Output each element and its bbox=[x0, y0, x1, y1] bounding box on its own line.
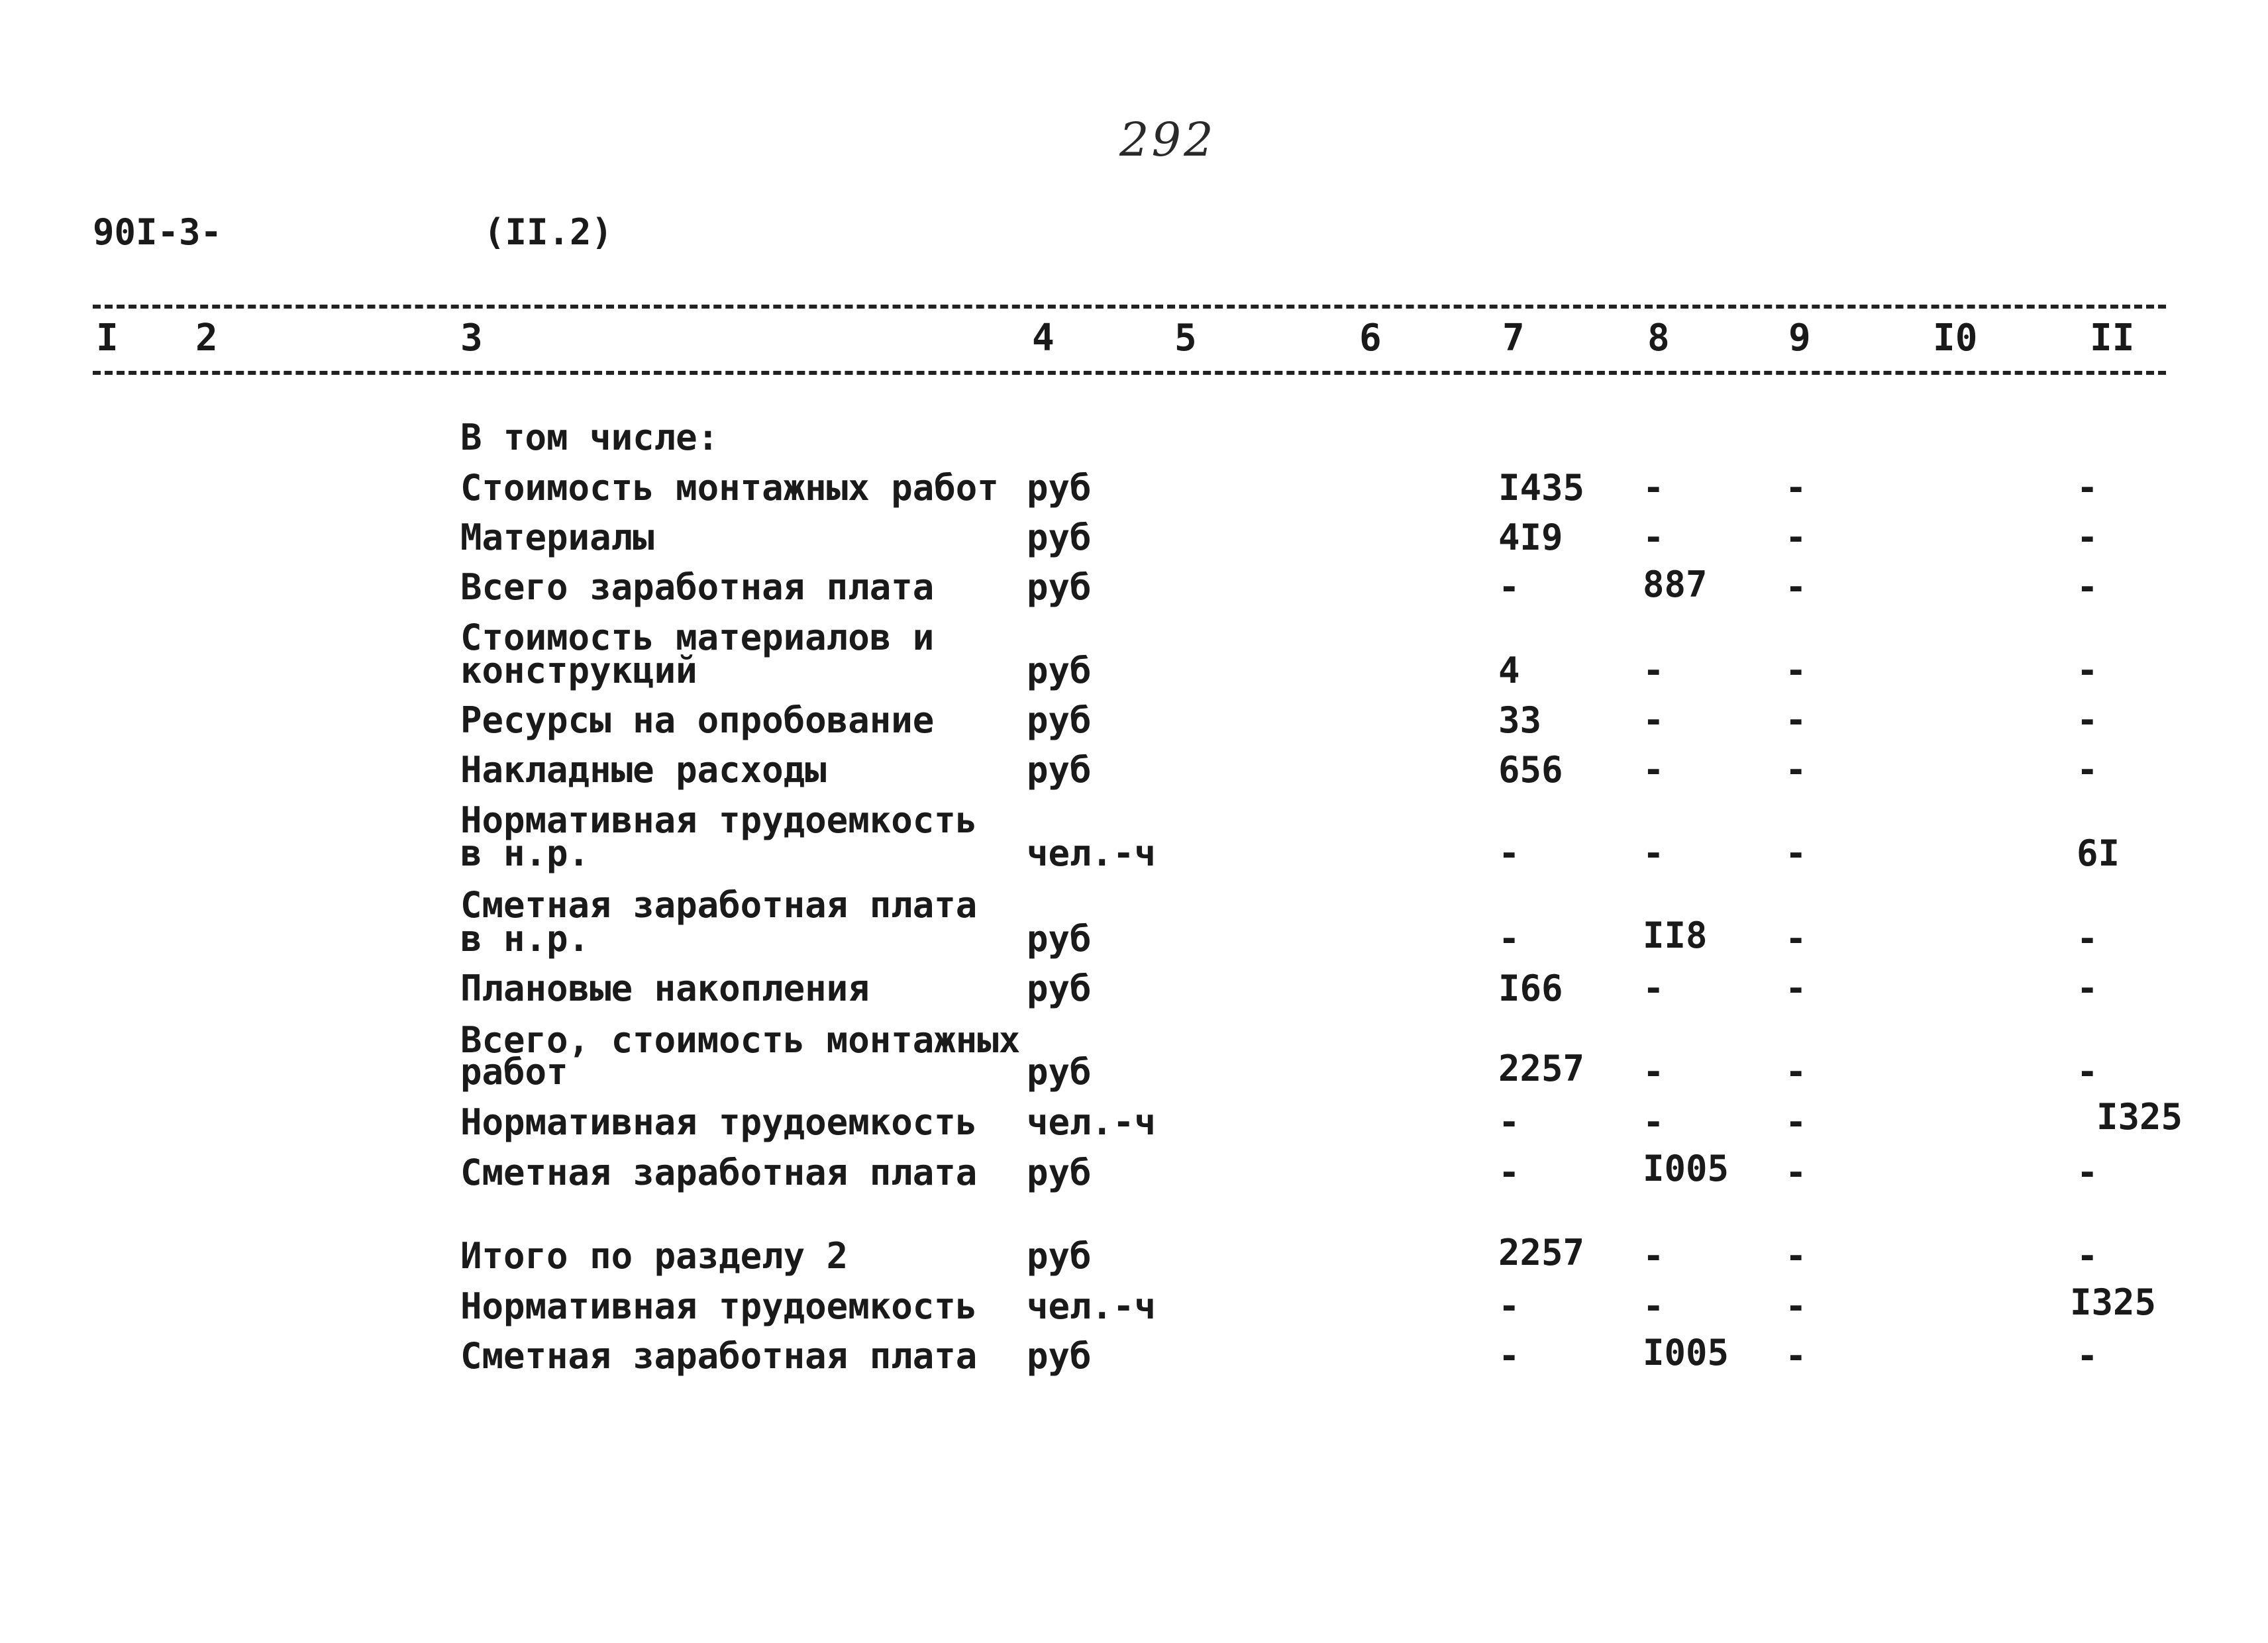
row-label: Всего, стоимость монтажных bbox=[460, 1019, 1021, 1061]
cell-col11: - bbox=[2077, 467, 2098, 509]
row-label: Материалы bbox=[460, 517, 654, 558]
col-header-4: 4 bbox=[1032, 317, 1055, 360]
cell-col11: - bbox=[2077, 517, 2098, 558]
col-header-5: 5 bbox=[1174, 317, 1197, 360]
total-col7: - bbox=[1498, 1285, 1520, 1327]
total-col11: I325 bbox=[2070, 1281, 2157, 1323]
row-label-cont: работ bbox=[460, 1051, 568, 1093]
cell-col9: - bbox=[1785, 650, 1807, 691]
row-label: Нормативная трудоемкость bbox=[460, 799, 978, 841]
cell-col7: - bbox=[1498, 1152, 1520, 1193]
col-header-6: 6 bbox=[1359, 317, 1382, 360]
cell-col7: 4 bbox=[1498, 650, 1520, 691]
cell-col8: II8 bbox=[1643, 915, 1708, 956]
cell-col8: - bbox=[1643, 517, 1665, 558]
total-col11: - bbox=[2077, 1335, 2098, 1377]
cell-col8: - bbox=[1643, 832, 1665, 874]
cell-col8: - bbox=[1643, 467, 1665, 509]
row-label: Накладные расходы bbox=[460, 749, 827, 791]
cell-col11: - bbox=[2077, 650, 2098, 691]
cell-col8: - bbox=[1643, 650, 1665, 691]
total-unit: руб bbox=[1027, 1235, 1092, 1277]
cell-col9: - bbox=[1785, 918, 1807, 960]
row-label: Нормативная трудоемкость bbox=[460, 1101, 978, 1143]
cell-col7: - bbox=[1498, 566, 1520, 608]
row-unit: руб bbox=[1027, 1051, 1092, 1093]
row-unit: руб bbox=[1027, 749, 1092, 791]
row-unit: чел.-ч bbox=[1027, 832, 1157, 874]
col-header-8: 8 bbox=[1647, 317, 1670, 360]
total-col7: 2257 bbox=[1498, 1232, 1585, 1273]
cell-col11: 6I bbox=[2077, 832, 2120, 874]
col-header-1: I bbox=[96, 317, 119, 360]
row-unit: руб bbox=[1027, 517, 1092, 558]
row-unit: чел.-ч bbox=[1027, 1101, 1157, 1143]
total-col7: - bbox=[1498, 1335, 1520, 1377]
cell-col7: - bbox=[1498, 1101, 1520, 1143]
col-header-10: I0 bbox=[1933, 317, 1978, 360]
cell-col9: - bbox=[1785, 1101, 1807, 1143]
total-col9: - bbox=[1785, 1285, 1807, 1327]
row-unit: руб bbox=[1027, 1152, 1092, 1193]
cell-col11: - bbox=[2077, 566, 2098, 608]
row-unit: руб bbox=[1027, 968, 1092, 1009]
page-number: 292 bbox=[1119, 113, 1216, 167]
cell-col11: - bbox=[2077, 918, 2098, 960]
intro-label: В том числе: bbox=[460, 417, 719, 458]
row-label: Сметная заработная плата bbox=[460, 1152, 978, 1193]
cell-col11: - bbox=[2077, 1051, 2098, 1093]
row-label: Всего заработная плата bbox=[460, 566, 935, 608]
row-label: Стоимость монтажных работ bbox=[460, 467, 999, 509]
cell-col7: I435 bbox=[1498, 467, 1585, 509]
cell-col11: - bbox=[2077, 749, 2098, 791]
row-label: Сметная заработная плата bbox=[460, 884, 978, 926]
row-label: Стоимость материалов и bbox=[460, 617, 935, 658]
total-col8: I005 bbox=[1643, 1332, 1729, 1373]
cell-col9: - bbox=[1785, 566, 1807, 608]
cell-col7: 4I9 bbox=[1498, 517, 1563, 558]
cell-col9: - bbox=[1785, 699, 1807, 741]
total-unit: руб bbox=[1027, 1335, 1092, 1377]
col-header-11: II bbox=[2090, 317, 2135, 360]
cell-col11: - bbox=[2077, 699, 2098, 741]
row-unit: руб bbox=[1027, 650, 1092, 691]
cell-col8: I005 bbox=[1643, 1148, 1729, 1189]
total-label: Сметная заработная плата bbox=[460, 1335, 978, 1377]
cell-col7: 2257 bbox=[1498, 1048, 1585, 1089]
cell-col7: 33 bbox=[1498, 699, 1542, 741]
row-label-cont: конструкций bbox=[460, 650, 697, 691]
total-col9: - bbox=[1785, 1235, 1807, 1277]
row-unit: руб bbox=[1027, 918, 1092, 960]
cell-col11: I325 bbox=[2096, 1096, 2183, 1138]
cell-col9: - bbox=[1785, 832, 1807, 874]
row-label: Плановые накопления bbox=[460, 968, 870, 1009]
cell-col8: - bbox=[1643, 1101, 1665, 1143]
cell-col7: - bbox=[1498, 832, 1520, 874]
cell-col11: - bbox=[2077, 1152, 2098, 1193]
total-col8: - bbox=[1643, 1235, 1665, 1277]
cell-col8: - bbox=[1643, 1051, 1665, 1093]
total-label: Итого по разделу 2 bbox=[460, 1235, 849, 1277]
row-label-cont: в н.р. bbox=[460, 832, 590, 874]
col-header-3: 3 bbox=[460, 317, 483, 360]
col-header-7: 7 bbox=[1502, 317, 1525, 360]
row-label-cont: в н.р. bbox=[460, 918, 590, 960]
cell-col8: 887 bbox=[1643, 564, 1708, 605]
cell-col11: - bbox=[2077, 968, 2098, 1009]
row-unit: руб bbox=[1027, 467, 1092, 509]
cell-col9: - bbox=[1785, 1152, 1807, 1193]
total-unit: чел.-ч bbox=[1027, 1285, 1157, 1327]
cell-col8: - bbox=[1643, 699, 1665, 741]
total-col8: - bbox=[1643, 1285, 1665, 1327]
doc-code: 90I-3- bbox=[93, 211, 223, 253]
cell-col7: - bbox=[1498, 918, 1520, 960]
cell-col7: I66 bbox=[1498, 968, 1563, 1009]
row-unit: руб bbox=[1027, 699, 1092, 741]
table-ref: (II.2) bbox=[484, 211, 613, 253]
cell-col9: - bbox=[1785, 1051, 1807, 1093]
cell-col9: - bbox=[1785, 517, 1807, 558]
cell-col8: - bbox=[1643, 749, 1665, 791]
cell-col9: - bbox=[1785, 749, 1807, 791]
header-bottom-rule bbox=[93, 371, 2166, 375]
total-label: Нормативная трудоемкость bbox=[460, 1285, 978, 1327]
cell-col9: - bbox=[1785, 467, 1807, 509]
cell-col7: 656 bbox=[1498, 749, 1563, 791]
header-top-rule bbox=[93, 305, 2166, 309]
col-header-9: 9 bbox=[1788, 317, 1811, 360]
cell-col8: - bbox=[1643, 968, 1665, 1009]
col-header-2: 2 bbox=[195, 317, 218, 360]
row-label: Ресурсы на опробование bbox=[460, 699, 935, 741]
row-unit: руб bbox=[1027, 566, 1092, 608]
cell-col9: - bbox=[1785, 968, 1807, 1009]
total-col11: - bbox=[2077, 1235, 2098, 1277]
total-col9: - bbox=[1785, 1335, 1807, 1377]
